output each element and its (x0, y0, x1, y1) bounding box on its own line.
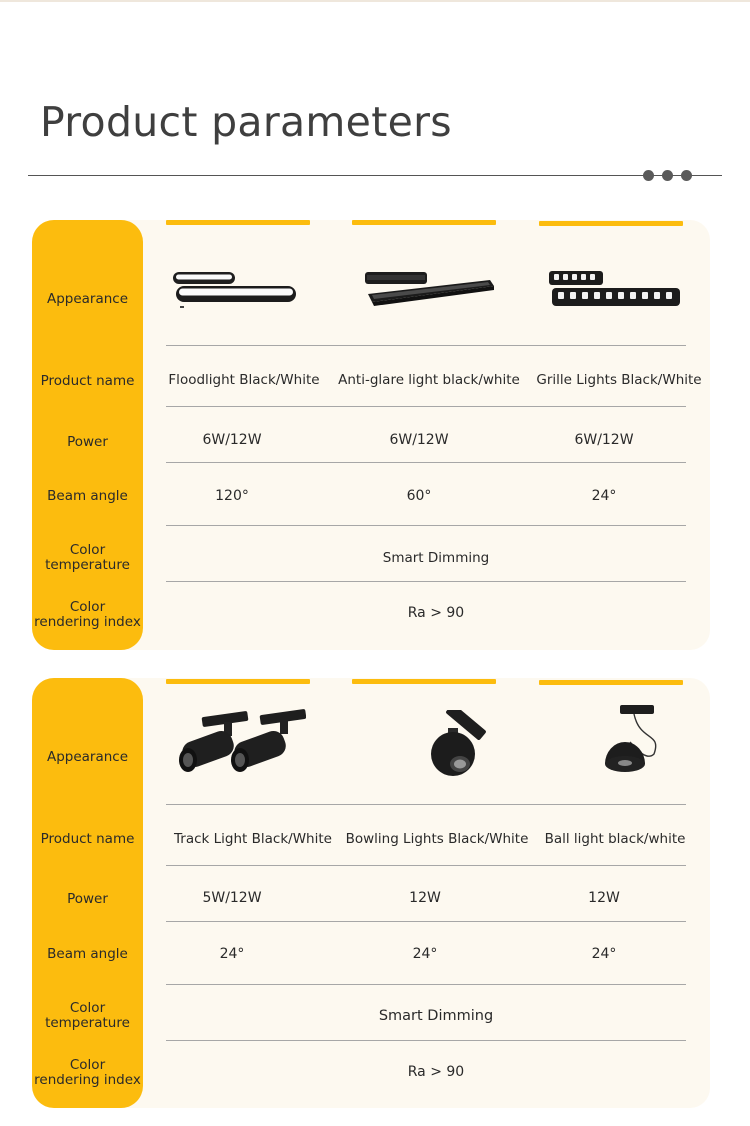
label-power: Power (67, 891, 108, 907)
column-accent-bar (539, 221, 683, 226)
param-table-1 (32, 220, 710, 650)
power-cell: 6W/12W (574, 432, 634, 448)
product-name-cell: Floodlight Black/White (168, 372, 320, 388)
beam-angle-cell: 120° (215, 488, 249, 504)
column-accent-bar (352, 679, 496, 684)
product-name-cell: Ball light black/white (544, 831, 686, 847)
column-accent-bar (166, 220, 310, 225)
cri-value: Ra > 90 (407, 1064, 465, 1080)
dot-3 (681, 170, 692, 181)
dot-1 (643, 170, 654, 181)
track-spotlight-icon (174, 708, 306, 780)
row-divider (166, 921, 686, 922)
beam-angle-cell: 24° (219, 946, 245, 962)
beam-angle-cell: 24° (591, 946, 617, 962)
page-title: Product parameters (40, 98, 452, 146)
floodlight-bar-icon (170, 268, 302, 326)
beam-angle-cell: 24° (412, 946, 438, 962)
top-divider (0, 0, 750, 2)
row-divider (166, 406, 686, 407)
row-divider (166, 865, 686, 866)
cri-value: Ra > 90 (407, 605, 465, 621)
beam-angle-cell: 60° (406, 488, 432, 504)
product-name-cell: Bowling Lights Black/White (345, 831, 529, 847)
column-accent-bar (352, 220, 496, 225)
product-name-cell: Anti-glare light black/white (338, 372, 520, 388)
color-temperature-value: Smart Dimming (382, 550, 490, 566)
column-accent-bar (166, 679, 310, 684)
power-cell: 12W (588, 890, 620, 906)
beam-angle-cell: 24° (591, 488, 617, 504)
power-cell: 5W/12W (202, 890, 262, 906)
label-product-name: Product name (40, 831, 135, 847)
antiglare-bar-icon (362, 268, 497, 328)
row-divider (166, 1040, 686, 1041)
column-accent-bar (539, 680, 683, 685)
power-cell: 6W/12W (202, 432, 262, 448)
ball-pendant-icon (600, 702, 690, 782)
row-divider (166, 462, 686, 463)
product-name-cell: Track Light Black/White (174, 831, 332, 847)
label-appearance: Appearance (46, 749, 129, 765)
label-beam-angle: Beam angle (47, 946, 128, 962)
param-table-2 (32, 678, 710, 1108)
bowling-light-icon (424, 710, 492, 780)
label-color-temperature: Color temperature (45, 542, 130, 573)
row-divider (166, 525, 686, 526)
dot-2 (662, 170, 673, 181)
title-rule (28, 175, 722, 176)
label-cri: Color rendering index (34, 599, 141, 630)
power-cell: 12W (409, 890, 441, 906)
row-divider (166, 804, 686, 805)
grille-bar-icon (546, 268, 686, 326)
label-beam-angle: Beam angle (47, 488, 128, 504)
color-temperature-value: Smart Dimming (378, 1008, 494, 1024)
label-cri: Color rendering index (34, 1057, 141, 1088)
power-cell: 6W/12W (389, 432, 449, 448)
label-appearance: Appearance (46, 291, 129, 307)
label-color-temperature: Color temperature (45, 1000, 130, 1031)
label-power: Power (67, 434, 108, 450)
product-name-cell: Grille Lights Black/White (536, 372, 702, 388)
row-divider (166, 345, 686, 346)
row-divider (166, 581, 686, 582)
row-divider (166, 984, 686, 985)
label-product-name: Product name (40, 373, 135, 389)
